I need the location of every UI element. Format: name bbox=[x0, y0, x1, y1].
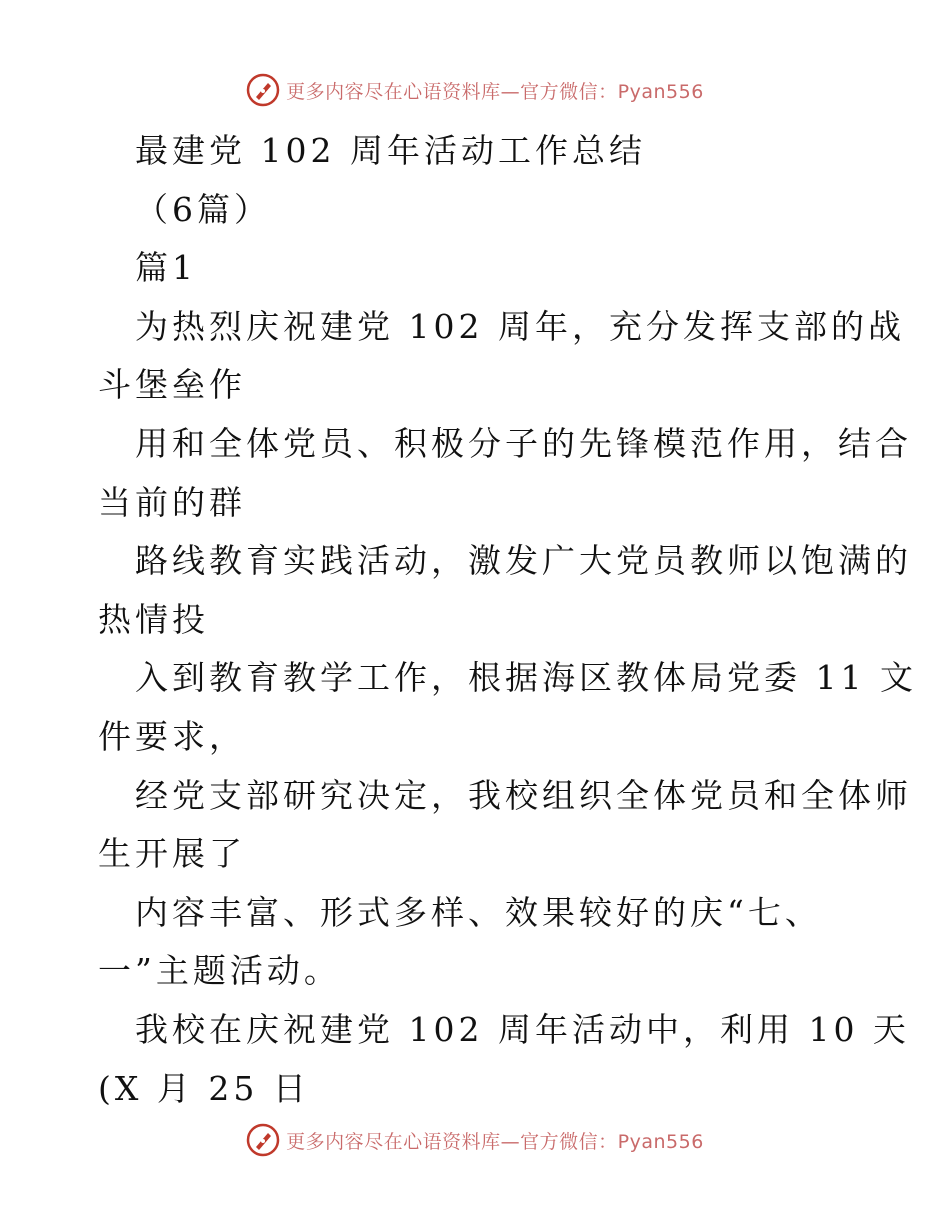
watermark-header bbox=[0, 70, 950, 110]
text-line: 用和全体党员、积极分子的先锋模范作用，结合 bbox=[135, 423, 912, 463]
text-line: （6篇） bbox=[135, 189, 271, 229]
text-line: 为热烈庆祝建党 102 周年，充分发挥支部的战 bbox=[135, 306, 905, 346]
text-line: (X 月 25 日 bbox=[98, 1068, 310, 1108]
text-line: 我校在庆祝建党 102 周年活动中，利用 10 天 bbox=[135, 1009, 910, 1049]
document-body bbox=[98, 122, 917, 1118]
text-line: 当前的群 bbox=[98, 482, 246, 522]
pen-nib-icon bbox=[246, 1123, 280, 1157]
text-line: 斗堡垒作 bbox=[98, 365, 246, 405]
pen-nib-icon bbox=[246, 73, 280, 107]
document-title: 最建党 102 周年活动工作总结 bbox=[135, 131, 646, 170]
text-line: 一”主题活动。 bbox=[98, 951, 341, 991]
text-line: 经党支部研究决定，我校组织全体党员和全体师 bbox=[135, 775, 912, 815]
watermark-text: 更多内容尽在心语资料库—官方微信：Pyan556 bbox=[286, 80, 704, 103]
text-line: 热情投 bbox=[98, 599, 209, 639]
watermark-text: 更多内容尽在心语资料库—官方微信：Pyan556 bbox=[286, 1130, 704, 1153]
watermark-footer bbox=[0, 1120, 950, 1160]
text-line: 路线教育实践活动，激发广大党员教师以饱满的 bbox=[135, 541, 912, 581]
text-line: 生开展了 bbox=[98, 834, 246, 874]
text-line: 内容丰富、形式多样、效果较好的庆“七、 bbox=[135, 892, 822, 932]
text-line: 篇1 bbox=[135, 248, 197, 288]
text-line: 件要求， bbox=[98, 716, 246, 756]
text-line: 入到教育教学工作，根据海区教体局党委 11 文 bbox=[135, 658, 917, 698]
